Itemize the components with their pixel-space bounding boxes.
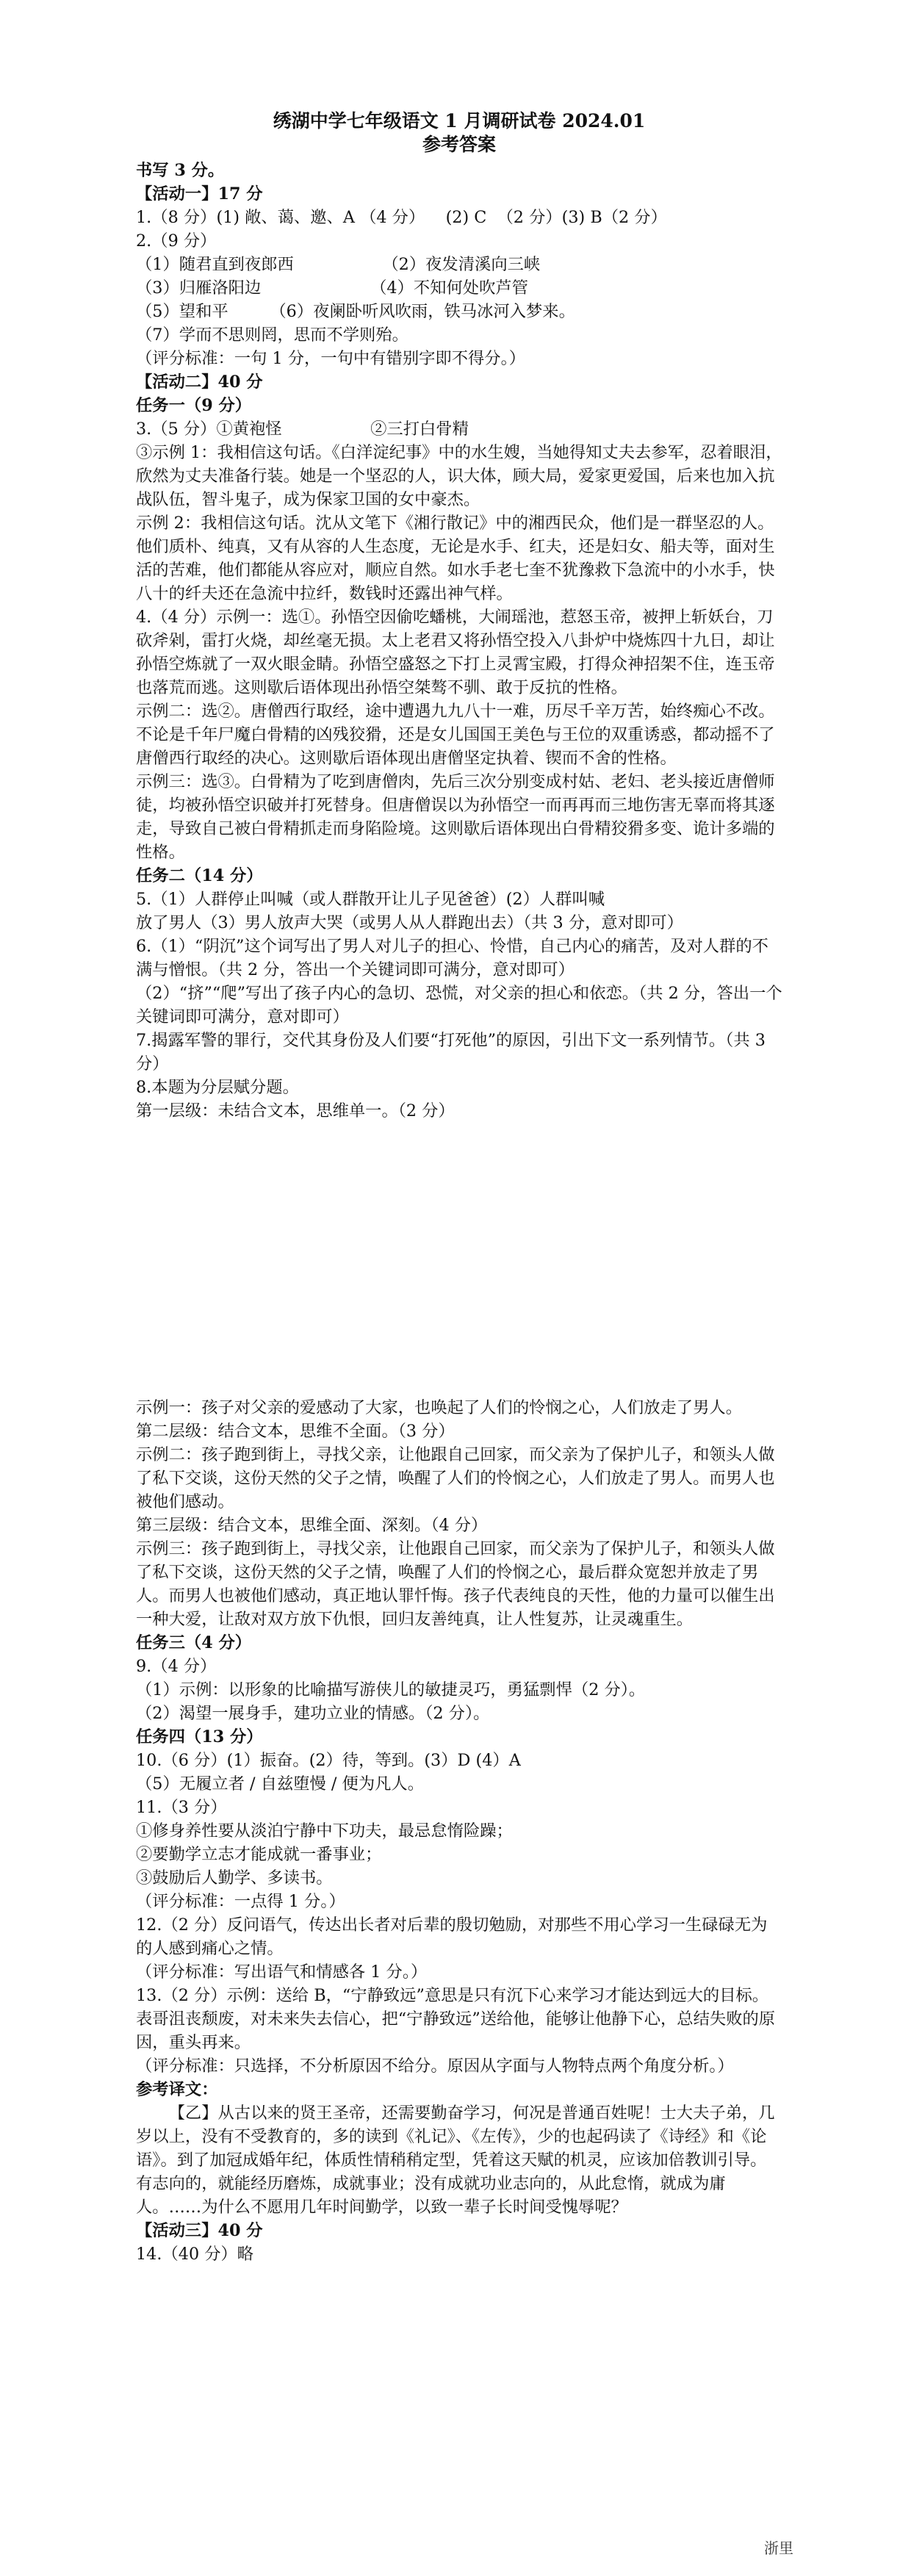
answer-line: 4.（4 分）示例一：选①。孙悟空因偷吃蟠桃，大闹瑶池，惹怒玉帝，被押上斩妖台，刀砍斧剁，雷打火烧，却丝毫无损。太上老君又将孙悟空投入八卦炉中烧炼四十九日，却让孙悟空炼就了一双火眼金睛。孙悟空盛怒之下打上灵霄宝殿，打得众神招架不住，连玉帝也落荒而逃。这则歇后语体现出孙悟空桀骜不驯、敢于反抗的性格。 — [136, 608, 775, 697]
answer-line: 示例二：孩子跑到街上，寻找父亲，让他跟自己回家，而父亲为了保护儿子，和领头人做了私下交谈，这份天然的父子之情，唤醒了人们的怜悯之心，人们放走了男人。而男人也被他们感动。 — [136, 1445, 775, 1511]
page-title: 绣湖中学七年级语文 1 月调研试卷 2024.01 — [273, 110, 646, 132]
answer-line: （2）“挤”“爬”写出了孩子内心的急切、恐慌，对父亲的担心和依恋。（共 2 分，答出一个关键词即可满分，意对即可） — [136, 984, 782, 1026]
answer-line: 13.（2 分）示例：送给 B，“宁静致远”意思是只有沉下心来学习才能达到远大的目标。表哥沮丧颓废，对未来失去信心，把“宁静致远”送给他，能够让他静下心，总结失败的原因，重头再来。 — [136, 1986, 776, 2052]
section-heading: 任务三（4 分） — [136, 1633, 252, 1652]
section-heading: 【活动一】17 分 — [136, 184, 263, 204]
answer-line: 9.（4 分） — [136, 1657, 217, 1676]
answer-line: （评分标准：只选择，不分析原因不给分。原因从字面与人物特点两个角度分析。） — [136, 2057, 734, 2076]
answer-line: （5）望和平 （6）夜阑卧听风吹雨，铁马冰河入梦来。 — [136, 302, 575, 321]
answer-line: ③鼓励后人勤学、多读书。 — [136, 1868, 333, 1888]
section-heading: 任务一（9 分） — [136, 396, 252, 415]
page-subtitle: 参考答案 — [422, 134, 496, 155]
section-heading: 书写 3 分。 — [136, 161, 225, 180]
answer-sheet — [136, 110, 782, 2266]
section-heading: 任务二（14 分） — [136, 866, 263, 885]
answer-line: 示例三：选③。白骨精为了吃到唐僧肉，先后三次分别变成村姑、老妇、老头接近唐僧师徒，均被孙悟空识破并打死替身。但唐僧误以为孙悟空一而再再而三地伤害无辜而将其逐走，导致自己被白骨精抓走而身陷险境。这则歇后语体现出白骨精狡猾多变、诡计多端的性格。 — [136, 772, 775, 862]
answer-line: 示例一：孩子对父亲的爱感动了大家，也唤起了人们的怜悯之心，人们放走了男人。 — [136, 1398, 742, 1417]
answer-line: 12.（2 分）反问语气，传达出长者对后辈的殷切勉励，对那些不用心学习一生碌碌无为的人感到痛心之情。 — [136, 1915, 768, 1958]
answer-line: 第三层级：结合文本，思维全面、深刻。（4 分） — [136, 1516, 488, 1535]
answer-line: ①修身养性要从淡泊宁静中下功夫，最忌怠惰险躁； — [136, 1821, 513, 1841]
answer-line: 6.（1）“阴沉”这个词写出了男人对儿子的担心、怜惜，自己内心的痛苦，及对人群的不满与憎恨。（共 2 分，答出一个关键词即可满分，意对即可） — [136, 937, 768, 979]
answer-line: 8.本题为分层赋分题。 — [136, 1078, 299, 1097]
answer-line: 示例三：孩子跑到街上，寻找父亲，让他跟自己回家，而父亲为了保护儿子，和领头人做了私下交谈，这份天然的父子之情，唤醒了人们的怜悯之心，最后群众宽恕并放走了男人。而男人也被他们感动，真正地认罪忏悔。孩子代表纯良的天性，他的力量可以催生出一种大爱，让敌对双方放下仇恨，回归友善纯真，让人性复苏，让灵魂重生。 — [136, 1539, 775, 1629]
section-heading: 任务四（13 分） — [136, 1727, 263, 1746]
answer-line: （评分标准：一点得 1 分。） — [136, 1892, 345, 1911]
answer-line: 第二层级：结合文本，思维不全面。（3 分） — [136, 1422, 455, 1441]
answer-line: ②要勤学立志才能成就一番事业； — [136, 1845, 382, 1864]
answer-line: （评分标准：写出语气和情感各 1 分。） — [136, 1962, 428, 1982]
section-heading: 参考译文： — [136, 2080, 218, 2099]
answer-line: （1）随君直到夜郎西 （2）夜发清溪向三峡 — [136, 255, 541, 274]
answer-line: 11.（3 分） — [136, 1798, 227, 1817]
answer-line: 第一层级：未结合文本，思维单一。（2 分） — [136, 1101, 455, 1120]
answer-line: 示例 2：我相信这句话。沈从文笔下《湘行散记》中的湘西民众，他们是一群坚忍的人。他们质朴、纯真，又有从容的人生态度，无论是水手、红夫，还是妇女、船夫等，面对生活的苦难，他们都能从容应对，顺应自然。如水手老七奎不犹豫救下急流中的小水手，快八十的纤夫还在急流中拉纤，数钱时还露出神气样。 — [136, 514, 775, 603]
answer-line: （7）学而不思则罔，思而不学则殆。 — [136, 325, 408, 345]
answer-line: 7.揭露军警的罪行，交代其身份及人们要“打死他”的原因，引出下文一系列情节。（共 3 分） — [136, 1031, 771, 1073]
answer-block-top — [136, 159, 782, 1123]
answer-line: ③示例 1：我相信这句话。《白洋淀纪事》中的水生嫂，当她得知丈夫去参军，忍着眼泪，欣然为丈夫准备行装。她是一个坚忍的人，识大体，顾大局，爱家更爱国，后来也加入抗战队伍，智斗鬼子，成为保家卫国的女中豪杰。 — [136, 443, 782, 509]
answer-line: 10.（6 分）(1）振奋。(2）待，等到。(3）D (4）A — [136, 1751, 521, 1770]
blank-space — [136, 1123, 782, 1396]
answer-line: 放了男人（3）男人放声大哭（或男人从人群跑出去）（共 3 分，意对即可） — [136, 913, 683, 932]
answer-line: （5）无履立者 / 自兹堕慢 / 便为凡人。 — [136, 1774, 425, 1794]
answer-line: 2.（9 分） — [136, 231, 217, 251]
answer-line: 5.（1）人群停止叫喊（或人群散开让儿子见爸爸）(2）人群叫喊 — [136, 890, 605, 909]
answer-line: 3.（5 分）①黄袍怪 ②三打白骨精 — [136, 420, 469, 439]
answer-line: 【乙】从古以来的贤王圣帝，还需要勤奋学习，何况是普通百姓呢！士大夫子弟，几岁以上，没有不受教育的，多的读到《礼记》、《左传》，少的也起码读了《诗经》和《论语》。到了加冠成婚年纪，体质性情稍稍定型，凭着这天赋的机灵，应该加倍教训引导。有志向的，就能经历磨炼，成就事业；没有成就功业志向的，从此怠惰，就成为庸人。……为什么不愿用几年时间勤学，以致一辈子长时间受愧辱呢？ — [136, 2104, 775, 2217]
footer-mark: 浙里 — [764, 2539, 793, 2557]
answer-line: 14.（40 分）略 — [136, 2245, 254, 2264]
answer-line: 示例二：选②。唐僧西行取经，途中遭遇九九八十一难，历尽千辛万苦，始终痴心不改。不论是千年尸魔白骨精的凶残狡猾，还是女儿国国王美色与王位的双重诱惑，都动摇不了唐僧西行取经的决心。这则歇后语体现出唐僧坚定执着、锲而不舍的性格。 — [136, 702, 775, 768]
answer-line: （1）示例：以形象的比喻描写游侠儿的敏捷灵巧，勇猛剽悍（2 分）。 — [136, 1680, 646, 1699]
answer-line: （2）渴望一展身手，建功立业的情感。（2 分）。 — [136, 1704, 490, 1723]
answer-line: （3）归雁洛阳边 （4）不知何处吹芦管 — [136, 278, 528, 298]
answer-block-bottom — [136, 1396, 782, 2266]
answer-line: 1.（8 分）(1) 敞、蔼、邀、A （4 分） (2) C （2 分）(3) B（2 分） — [136, 208, 667, 227]
section-heading: 【活动二】40 分 — [136, 373, 263, 392]
section-heading: 【活动三】40 分 — [136, 2221, 263, 2240]
answer-line: （评分标准：一句 1 分，一句中有错别字即不得分。） — [136, 349, 526, 368]
